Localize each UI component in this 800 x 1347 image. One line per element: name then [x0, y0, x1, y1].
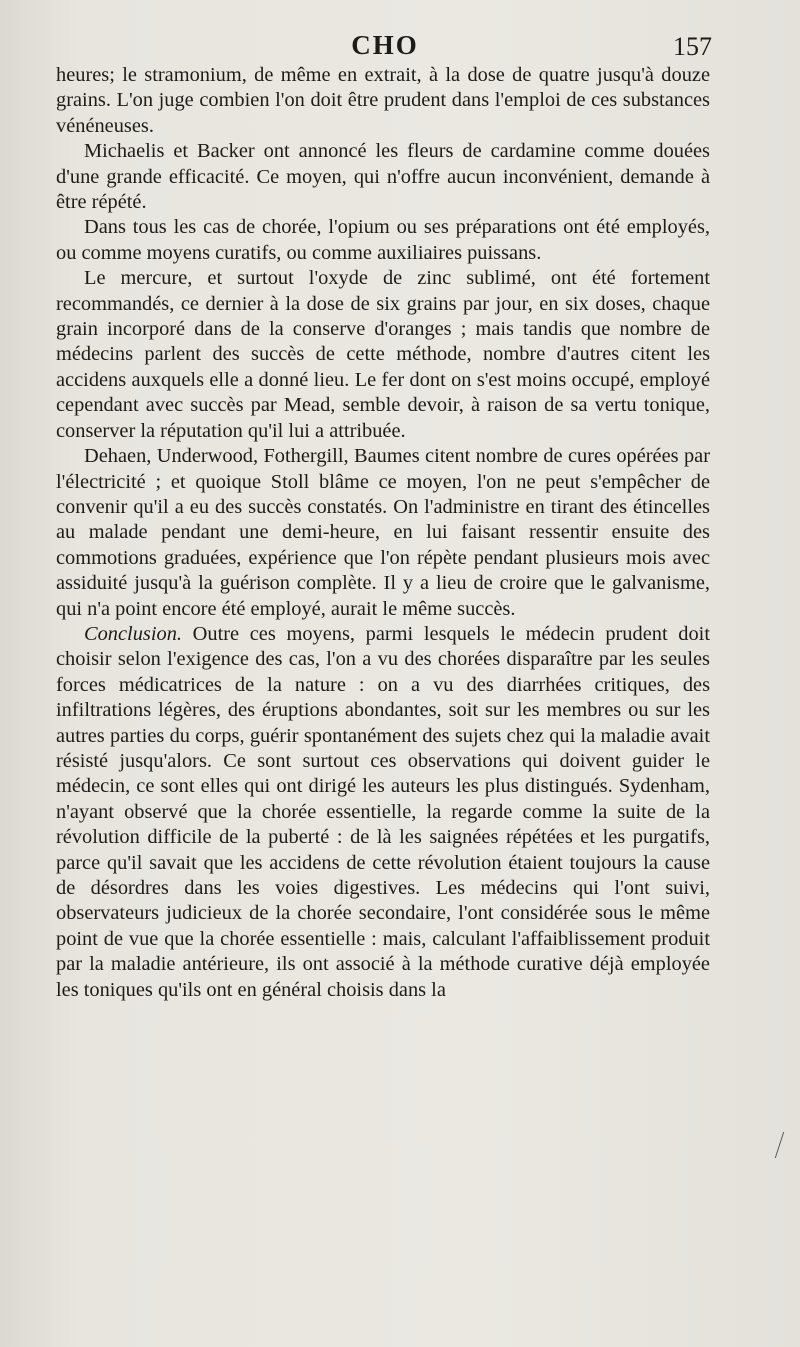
paragraph-opium: Dans tous les cas de chorée, l'opium ou ses préparations ont été employés, ou comme moyens curatifs, ou comme auxiliaires puissans. [56, 216, 710, 264]
running-head-title: CHO [351, 30, 419, 60]
page-number: 157 [673, 32, 712, 61]
running-head [0, 30, 800, 64]
margin-pencil-mark [775, 1132, 790, 1158]
conclusion-text: Outre ces moyens, parmi lesquels le médecin prudent doit choisir selon l'exigence des cas, l'on a vu des chorées disparaître par les seules forces médicatrices de la nature : on a vu des diarrhées critiques, des infiltrations légères, des éruptions abondantes, soit sur les membres ou sur les autres parties du corps, guérir spontanément des sujets chez qui la maladie avait résisté jusqu'alors. Ce sont surtout ces observations qui doivent guider le médecin, ce sont elles qui ont dirigé les auteurs les plus distingués. Sydenham, n'ayant observé que la chorée essentielle, la regarde comme la suite de la révolution difficile de la puberté : de là les saignées répétées et les purgatifs, parce qu'il savait que les accidens de cette révolution étaient toujours la cause de désordres dans les voies digestives. Les médecins qui l'ont suivi, observateurs judicieux de la chorée secondaire, l'ont considérée sous le même point de vue que la chorée essentielle : mais, calculant l'affaiblissement produit par la maladie antérieure, ils ont associé à la méthode curative déjà employée les toniques qu'ils ont en général choisis dans la [56, 622, 710, 1001]
body-text [56, 63, 710, 1003]
conclusion-lead: Conclusion. [84, 622, 182, 645]
paragraph-continued: heures; le stramonium, de même en extrait, à la dose de quatre jusqu'à douze grains. L'on juge combien l'on doit être prudent dans l'emploi de ces substances vénéneuses. [56, 64, 710, 137]
paragraph-electricite: Dehaen, Underwood, Fothergill, Baumes citent nombre de cures opérées par l'électricité ; et quoique Stoll blâme ce moyen, l'on ne peut s'empêcher de convenir qu'il a eu des succès constatés. On l'administre en tirant des étincelles au malade pendant une demi-heure, en lui faisant ressentir ensuite des commotions graduées, expérience que l'on répète pendant plusieurs mois avec assiduité jusqu'à la guérison complète. Il y a lieu de croire que le galvanisme, qui n'a point encore été employé, aurait le même succès. [56, 445, 710, 620]
paragraph-conclusion [56, 622, 710, 1003]
paragraph-cardamine: Michaelis et Backer ont annoncé les fleurs de cardamine comme douées d'une grande efficacité. Ce moyen, qui n'offre aucun inconvénient, demande à être répété. [56, 140, 710, 214]
paragraph-mercure: Le mercure, et surtout l'oxyde de zinc sublimé, ont été fortement recommandés, ce dernier à la dose de six grains par jour, en six doses, chaque grain incorporé dans de la conserve d'oranges ; mais tandis que nombre de médecins parlent des succès de cette méthode, nombre d'autres citent les accidens auxquels elle a donné lieu. Le fer dont on s'est moins occupé, employé cependant avec succès par Mead, semble devoir, à raison de sa vertu tonique, conserver la réputation qu'il lui a attribuée. [56, 267, 710, 442]
